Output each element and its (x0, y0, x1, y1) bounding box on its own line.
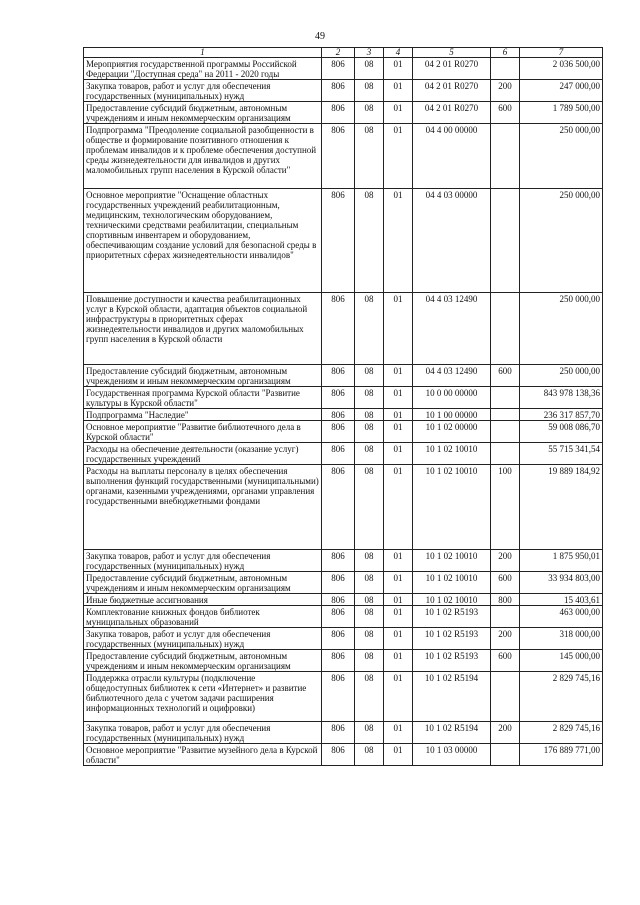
cell-name: Комплектование книжных фондов библиотек муниципальных образований (84, 606, 322, 628)
cell-grbs: 806 (322, 387, 355, 409)
cell-vr: 600 (491, 572, 520, 594)
cell-rz: 08 (355, 722, 384, 744)
cell-grbs: 806 (322, 672, 355, 722)
cell-rz: 08 (355, 421, 384, 443)
cell-vr: 600 (491, 650, 520, 672)
budget-table (83, 47, 603, 766)
table-row (84, 550, 603, 572)
cell-vr: 200 (491, 550, 520, 572)
cell-rz: 08 (355, 465, 384, 550)
cell-vr: 200 (491, 628, 520, 650)
table-row (84, 628, 603, 650)
cell-vr (491, 606, 520, 628)
cell-vr (491, 443, 520, 465)
cell-grbs: 806 (322, 594, 355, 606)
cell-pr: 01 (384, 387, 413, 409)
table-row (84, 465, 603, 550)
table-row (84, 80, 603, 102)
cell-pr: 01 (384, 672, 413, 722)
cell-rz: 08 (355, 550, 384, 572)
cell-grbs: 806 (322, 293, 355, 365)
cell-csr: 10 1 02 10010 (413, 594, 491, 606)
cell-grbs: 806 (322, 572, 355, 594)
table-row (84, 421, 603, 443)
cell-vr (491, 744, 520, 766)
cell-vr (491, 421, 520, 443)
cell-name: Предоставление субсидий бюджетным, автономным учреждениям и иным некоммерческим организациям (84, 365, 322, 387)
cell-name: Основное мероприятие "Оснащение областных государственных учреждений реабилитационным, медицинским, технологическим оборудованием, техническими средствами реабилитации, специальным спортивным инвентарем и оборудованием, обеспечивающим создание условий для безопасной среды в приоритетных сферах жизнедеятельности инвалидов" (84, 189, 322, 293)
cell-name: Закупка товаров, работ и услуг для обеспечения государственных (муниципальных) нужд (84, 550, 322, 572)
cell-name: Подпрограмма "Наследие" (84, 409, 322, 421)
table-row (84, 58, 603, 80)
cell-vr (491, 672, 520, 722)
cell-sum: 250 000,00 (520, 124, 603, 189)
cell-rz: 08 (355, 102, 384, 124)
table-row (84, 124, 603, 189)
page-number: 49 (315, 31, 325, 42)
cell-sum: 15 403,61 (520, 594, 603, 606)
cell-rz: 08 (355, 387, 384, 409)
table-row (84, 409, 603, 421)
table-row (84, 672, 603, 722)
cell-name: Предоставление субсидий бюджетным, автономным учреждениям и иным некоммерческим организациям (84, 102, 322, 124)
cell-pr: 01 (384, 550, 413, 572)
cell-grbs: 806 (322, 409, 355, 421)
cell-vr: 200 (491, 80, 520, 102)
cell-pr: 01 (384, 594, 413, 606)
table-row (84, 606, 603, 628)
cell-sum: 250 000,00 (520, 293, 603, 365)
cell-csr: 04 4 03 00000 (413, 189, 491, 293)
table-row (84, 189, 603, 293)
cell-sum: 247 000,00 (520, 80, 603, 102)
cell-grbs: 806 (322, 58, 355, 80)
cell-rz: 08 (355, 443, 384, 465)
cell-sum: 55 715 341,54 (520, 443, 603, 465)
cell-pr: 01 (384, 465, 413, 550)
cell-name: Предоставление субсидий бюджетным, автономным учреждениям и иным некоммерческим организациям (84, 572, 322, 594)
cell-sum: 250 000,00 (520, 189, 603, 293)
cell-name: Закупка товаров, работ и услуг для обеспечения государственных (муниципальных) нужд (84, 722, 322, 744)
cell-csr: 10 1 02 10010 (413, 572, 491, 594)
cell-grbs: 806 (322, 550, 355, 572)
cell-csr: 10 1 02 10010 (413, 465, 491, 550)
table-row (84, 387, 603, 409)
cell-grbs: 806 (322, 189, 355, 293)
cell-pr: 01 (384, 102, 413, 124)
cell-sum: 843 978 138,36 (520, 387, 603, 409)
cell-csr: 10 1 03 00000 (413, 744, 491, 766)
column-header: 7 (520, 48, 603, 58)
cell-csr: 04 4 00 00000 (413, 124, 491, 189)
cell-rz: 08 (355, 80, 384, 102)
cell-name: Закупка товаров, работ и услуг для обеспечения государственных (муниципальных) нужд (84, 80, 322, 102)
cell-sum: 1 789 500,00 (520, 102, 603, 124)
table-row (84, 572, 603, 594)
cell-pr: 01 (384, 293, 413, 365)
cell-csr: 04 2 01 R0270 (413, 80, 491, 102)
column-header: 5 (413, 48, 491, 58)
cell-sum: 33 934 803,00 (520, 572, 603, 594)
cell-pr: 01 (384, 124, 413, 189)
column-header: 6 (491, 48, 520, 58)
cell-pr: 01 (384, 572, 413, 594)
cell-grbs: 806 (322, 124, 355, 189)
table-row (84, 650, 603, 672)
cell-name: Иные бюджетные ассигнования (84, 594, 322, 606)
cell-csr: 10 1 02 00000 (413, 421, 491, 443)
cell-vr (491, 58, 520, 80)
cell-pr: 01 (384, 722, 413, 744)
cell-name: Закупка товаров, работ и услуг для обеспечения государственных (муниципальных) нужд (84, 628, 322, 650)
cell-name: Повышение доступности и качества реабилитационных услуг в Курской области, адаптация объектов социальной инфраструктуры в приоритетных сферах жизнедеятельности инвалидов и других маломобильных групп населения в Курской области (84, 293, 322, 365)
table-row (84, 744, 603, 766)
cell-pr: 01 (384, 58, 413, 80)
cell-csr: 10 1 02 R5193 (413, 650, 491, 672)
table-row (84, 365, 603, 387)
cell-name: Мероприятия государственной программы Российской Федерации "Доступная среда" на 2011 - 2020 годы (84, 58, 322, 80)
cell-vr (491, 387, 520, 409)
cell-vr: 600 (491, 102, 520, 124)
cell-sum: 318 000,00 (520, 628, 603, 650)
cell-csr: 10 1 02 10010 (413, 443, 491, 465)
cell-grbs: 806 (322, 465, 355, 550)
cell-grbs: 806 (322, 650, 355, 672)
cell-sum: 463 000,00 (520, 606, 603, 628)
column-header: 3 (355, 48, 384, 58)
cell-sum: 59 008 086,70 (520, 421, 603, 443)
cell-name: Предоставление субсидий бюджетным, автономным учреждениям и иным некоммерческим организациям (84, 650, 322, 672)
cell-pr: 01 (384, 443, 413, 465)
cell-vr: 800 (491, 594, 520, 606)
table-row (84, 594, 603, 606)
cell-pr: 01 (384, 80, 413, 102)
cell-pr: 01 (384, 409, 413, 421)
cell-pr: 01 (384, 744, 413, 766)
cell-name: Подпрограмма "Преодоление социальной разобщенности в обществе и формирование позитивного отношения к проблемам инвалидов и к проблеме обеспечения доступной среды жизнедеятельности для инвалидов и других маломобильных групп населения в Курской области" (84, 124, 322, 189)
cell-vr (491, 293, 520, 365)
cell-grbs: 806 (322, 365, 355, 387)
column-header: 4 (384, 48, 413, 58)
cell-csr: 10 1 02 R5193 (413, 606, 491, 628)
table-row (84, 722, 603, 744)
cell-pr: 01 (384, 628, 413, 650)
cell-grbs: 806 (322, 744, 355, 766)
cell-vr (491, 189, 520, 293)
cell-rz: 08 (355, 409, 384, 421)
cell-pr: 01 (384, 650, 413, 672)
cell-csr: 04 2 01 R0270 (413, 58, 491, 80)
cell-rz: 08 (355, 650, 384, 672)
cell-csr: 10 1 02 R5194 (413, 672, 491, 722)
cell-csr: 10 1 02 10010 (413, 550, 491, 572)
cell-name: Расходы на обеспечение деятельности (оказание услуг) государственных учреждений (84, 443, 322, 465)
cell-sum: 2 829 745,16 (520, 672, 603, 722)
cell-rz: 08 (355, 58, 384, 80)
cell-rz: 08 (355, 124, 384, 189)
cell-rz: 08 (355, 628, 384, 650)
cell-csr: 04 4 03 12490 (413, 365, 491, 387)
cell-csr: 10 1 00 00000 (413, 409, 491, 421)
cell-pr: 01 (384, 421, 413, 443)
cell-rz: 08 (355, 572, 384, 594)
cell-grbs: 806 (322, 80, 355, 102)
header-row (84, 48, 603, 58)
table-row (84, 102, 603, 124)
cell-sum: 2 036 500,00 (520, 58, 603, 80)
cell-pr: 01 (384, 606, 413, 628)
cell-pr: 01 (384, 365, 413, 387)
cell-vr (491, 409, 520, 421)
cell-rz: 08 (355, 672, 384, 722)
table-row (84, 443, 603, 465)
cell-csr: 04 2 01 R0270 (413, 102, 491, 124)
cell-rz: 08 (355, 365, 384, 387)
cell-grbs: 806 (322, 722, 355, 744)
cell-name: Основное мероприятие "Развитие библиотечного дела в Курской области" (84, 421, 322, 443)
cell-csr: 04 4 03 12490 (413, 293, 491, 365)
cell-rz: 08 (355, 606, 384, 628)
cell-sum: 1 875 950,01 (520, 550, 603, 572)
cell-rz: 08 (355, 594, 384, 606)
cell-rz: 08 (355, 744, 384, 766)
column-header: 2 (322, 48, 355, 58)
cell-grbs: 806 (322, 421, 355, 443)
cell-grbs: 806 (322, 102, 355, 124)
cell-grbs: 806 (322, 606, 355, 628)
cell-vr: 100 (491, 465, 520, 550)
cell-sum: 236 317 857,70 (520, 409, 603, 421)
cell-csr: 10 0 00 00000 (413, 387, 491, 409)
cell-grbs: 806 (322, 443, 355, 465)
cell-rz: 08 (355, 189, 384, 293)
cell-name: Государственная программа Курской области "Развитие культуры в Курской области" (84, 387, 322, 409)
table-row (84, 293, 603, 365)
cell-sum: 250 000,00 (520, 365, 603, 387)
cell-sum: 145 000,00 (520, 650, 603, 672)
cell-sum: 176 889 771,00 (520, 744, 603, 766)
cell-name: Основное мероприятие "Развитие музейного дела в Курской области" (84, 744, 322, 766)
cell-rz: 08 (355, 293, 384, 365)
cell-vr: 200 (491, 722, 520, 744)
cell-pr: 01 (384, 189, 413, 293)
column-header: 1 (84, 48, 322, 58)
cell-csr: 10 1 02 R5193 (413, 628, 491, 650)
cell-csr: 10 1 02 R5194 (413, 722, 491, 744)
cell-sum: 19 889 184,92 (520, 465, 603, 550)
cell-sum: 2 829 745,16 (520, 722, 603, 744)
cell-name: Расходы на выплаты персоналу в целях обеспечения выполнения функций государственными (муниципальными) органами, казенными учреждениями, органами управления государственными внебюджетными фондами (84, 465, 322, 550)
cell-name: Поддержка отрасли культуры (подключение общедоступных библиотек к сети «Интернет» и развитие библиотечного дела с учетом задачи расширения информационных технологий и оцифровки) (84, 672, 322, 722)
cell-grbs: 806 (322, 628, 355, 650)
cell-vr: 600 (491, 365, 520, 387)
cell-vr (491, 124, 520, 189)
